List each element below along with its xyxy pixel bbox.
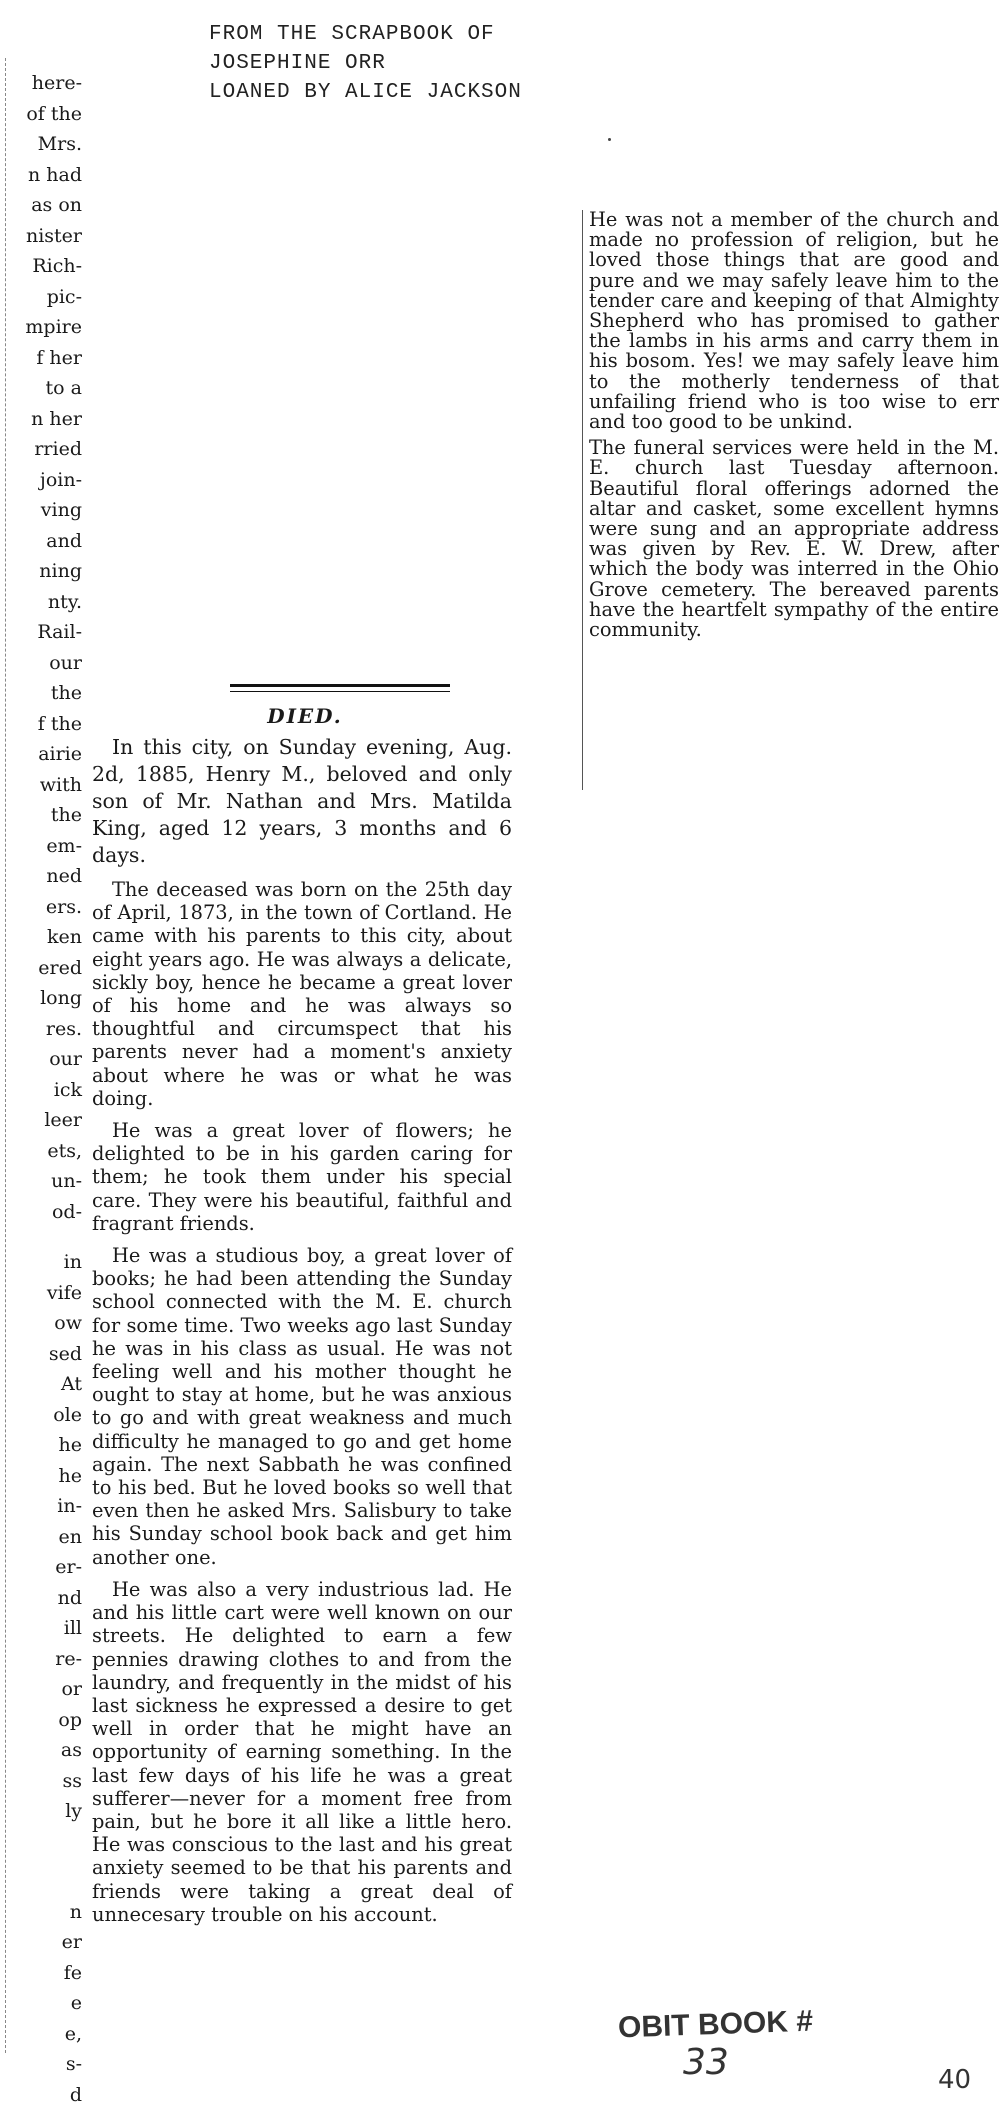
obituary-lead: In this city, on Sunday evening, Aug. 2d, 1885, Henry M., beloved and only son of Mr. Nathan and Mrs. Matilda King, aged 12 years, 3 months and 6 days. (92, 735, 512, 867)
left-fragment: un- (51, 1170, 82, 1192)
left-fragment: ow (54, 1312, 82, 1334)
left-fragment: er- (55, 1556, 82, 1578)
left-fragment: in- (57, 1495, 82, 1517)
left-fragment: ving (40, 499, 82, 521)
left-fragment: our (49, 1048, 82, 1070)
left-fragment: nty. (47, 590, 82, 613)
left-fragment: ly (65, 1800, 82, 1822)
continuation-paragraph-2: The funeral services were held in the M. E. church last Tuesday afternoon. Beautiful floral offerings adorned the altar and casket, some excellent hymns were sung and an appropriate address was given by Rev. E. W. Drew, after which the body was interred in the Ohio Grove cemetery. The bereaved parents have the heartfelt sympathy of the entire community. (589, 436, 999, 642)
left-fragment: leer (44, 1109, 82, 1131)
left-fragment: the (50, 804, 82, 826)
left-fragment: ned (46, 865, 82, 887)
header-line-1: FROM THE SCRAPBOOK OF (209, 23, 495, 46)
left-fragment: e, (64, 2022, 82, 2045)
left-fragment: here- (31, 72, 82, 94)
left-fragment: en (58, 1525, 82, 1548)
scrapbook-header (209, 20, 522, 107)
left-fragment: sed (48, 1342, 82, 1365)
continuation-paragraph-1: He was not a member of the church and made no profession of religion, but he loved those things that are good and pure and we may safely leave him to the tender care and keeping of that Almighty Shepherd who has promised to gather the lambs in his arms and carry them in his bosom. Yes! we may safely leave him to the motherly tenderness of that unfailing friend who is too wise to err and too good to be unkind. (589, 208, 999, 434)
heading-rule-thin (230, 691, 450, 692)
heading-rule-thick (230, 684, 450, 687)
left-fragment: in (63, 1251, 82, 1273)
left-fragment: res. (45, 1017, 82, 1040)
left-fragment: ill (63, 1617, 82, 1639)
continuation-body (589, 210, 999, 646)
obituary-paragraph-4: He was also a very industrious lad. He and his little cart were well known on our streets. He delighted to earn a few pennies drawing clothes to and from the laundry, and frequently in the midst of his last sickness he expressed a desire to get well in order that he might have an opportunity of earning something. In the last few days of his life he was a great sufferer—never for a moment free from pain, but he bore it all like a little hero. He was conscious to the last and his great anxiety seemed to be that his parents and friends were taking a great deal of unnecesary trouble on his account. (92, 1577, 512, 1926)
left-fragment: and (46, 529, 82, 552)
left-fragment: he (58, 1464, 82, 1487)
torn-edge (5, 58, 6, 2053)
header-line-3: LOANED BY ALICE JACKSON (209, 81, 522, 104)
left-fragment: re- (55, 1647, 82, 1670)
left-fragment: the (50, 682, 82, 704)
obit-book-stamp: OBIT BOOK # (617, 2004, 814, 2045)
left-fragment: nd (57, 1586, 82, 1609)
continuation-clipping (582, 210, 1003, 790)
left-fragment: join- (39, 468, 82, 491)
left-fragment: ss (62, 1769, 82, 1792)
left-fragment: pic- (46, 285, 82, 308)
left-fragment: n had (27, 163, 82, 186)
left-fragment: d (69, 2083, 82, 2106)
left-fragment: n (69, 1900, 82, 1923)
left-fragment: ning (39, 560, 82, 582)
page-corner-number: 40 (938, 2065, 972, 2095)
left-fragment: with (39, 773, 82, 796)
left-fragment: he (58, 1434, 82, 1456)
left-fragment: ole (53, 1403, 82, 1426)
left-fragment: of the (26, 102, 82, 125)
header-line-2: JOSEPHINE ORR (209, 52, 386, 75)
obituary-clipping (90, 678, 520, 2068)
left-fragment: nister (25, 224, 82, 247)
left-fragment: od- (51, 1200, 82, 1223)
left-fragment: n her (31, 407, 82, 430)
left-fragment: ken (47, 926, 82, 948)
left-fragment: ered (38, 956, 82, 979)
left-fragment: rried (34, 438, 82, 460)
left-fragment: ets, (47, 1139, 82, 1162)
left-fragment: Mrs. (37, 133, 82, 155)
left-fragment: or (61, 1678, 82, 1700)
left-fragment: long (40, 987, 82, 1009)
left-fragment: Rail- (37, 621, 82, 643)
left-fragment: Rich- (32, 255, 82, 277)
left-clipping-fragment (0, 58, 86, 2106)
left-fragment: as on (31, 194, 82, 216)
obituary-heading: DIED. (267, 704, 343, 728)
left-fragment: our (49, 651, 82, 674)
left-fragment: At (60, 1373, 82, 1395)
left-fragment: ers. (45, 895, 82, 918)
left-fragment: to a (45, 377, 82, 399)
left-fragment: fe (63, 1961, 82, 1984)
obituary-body (92, 734, 512, 1935)
left-fragment: op (58, 1708, 82, 1731)
left-fragment: er (61, 1931, 82, 1953)
left-fragment: em- (46, 834, 82, 857)
speck (608, 138, 611, 141)
left-fragment: airie (38, 743, 82, 765)
left-fragment: s- (65, 2053, 82, 2075)
obituary-paragraph-3: He was a studious boy, a great lover of books; he had been attending the Sunday school connected with the M. E. church for some time. Two weeks ago last Sunday he was in his class as usual. He was not feeling well and his mother thought he ought to stay at home, but he was anxious to go and with great weakness and much difficulty he managed to go and get home again. The next Sabbath he was confined to his bed. But he loved books so well that even then he asked Mrs. Salisbury to take his Sunday school book back and get him another one. (92, 1244, 512, 1569)
obituary-paragraph-1: The deceased was born on the 25th day of April, 1873, in the town of Cortland. He came with his parents to this city, about eight years ago. He was always a delicate, sickly boy, hence he became a great lover of his home and he was always so thoughtful and circumspect that his parents never had a moment's anxiety about where he was or what he was doing. (92, 878, 512, 1110)
obituary-paragraph-2: He was a great lover of flowers; he delighted to be in his garden caring for them; he took them under his special care. They were his beautiful, faithful and fragrant friends. (92, 1119, 512, 1235)
left-fragment: mpire (25, 316, 82, 338)
obit-book-number: 33 (683, 2042, 729, 2083)
left-fragment: e (70, 1992, 82, 2014)
left-fragment: f the (37, 712, 82, 735)
left-fragment: as (60, 1739, 82, 1761)
left-fragment: ick (53, 1078, 82, 1101)
left-fragment: vife (46, 1281, 82, 1304)
left-fragment: f her (36, 346, 82, 369)
